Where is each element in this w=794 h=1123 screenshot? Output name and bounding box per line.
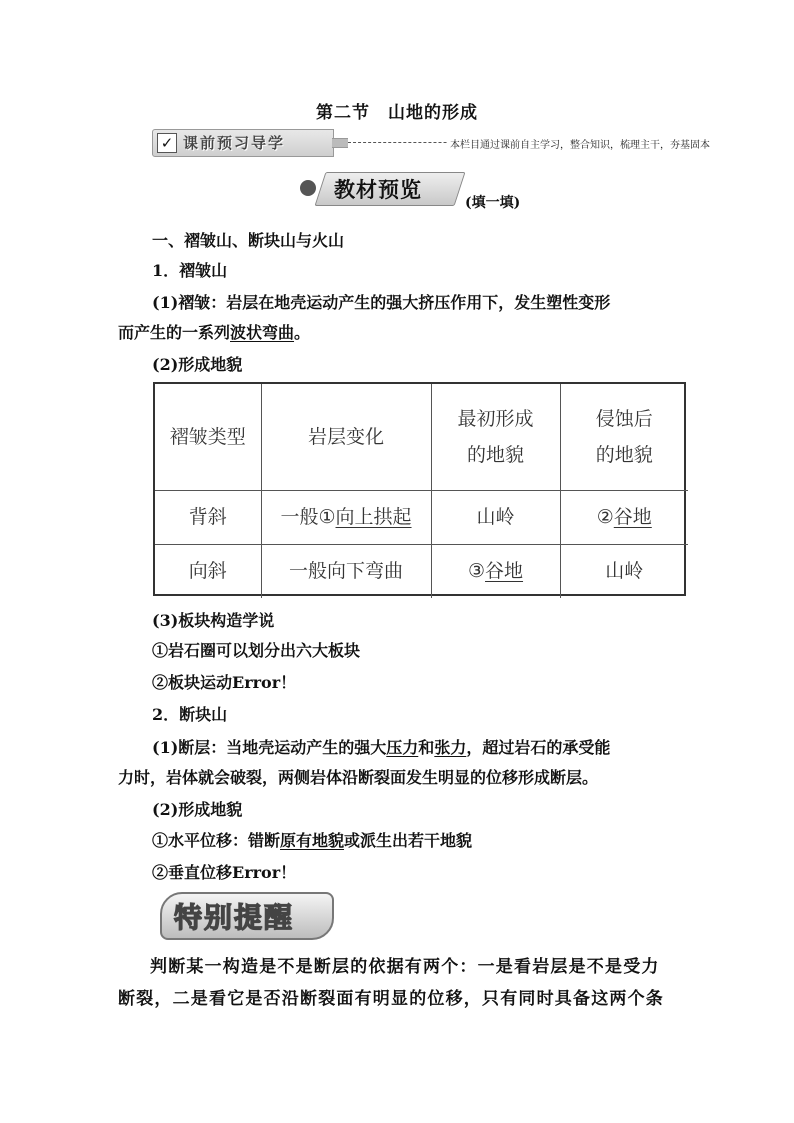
- plate-item-1: ①岩石圈可以划分出六大板块: [152, 641, 361, 660]
- cell-text: ②: [596, 506, 614, 528]
- answer-text: 谷地: [613, 506, 652, 528]
- answer-text: 向上拱起: [335, 506, 412, 528]
- text: ，超过岩石的承受能: [466, 738, 611, 757]
- answer-text: 谷地: [485, 560, 524, 583]
- table-row: [155, 490, 688, 544]
- fold-table: [153, 382, 686, 596]
- table-cell: [261, 490, 431, 544]
- fault-item-1: [152, 828, 472, 851]
- paragraph-fault-line1: [152, 735, 610, 758]
- paragraph-fold-line2: [118, 320, 310, 343]
- answer-text: 压力: [386, 738, 419, 757]
- table-header: 岩层变化: [261, 384, 431, 490]
- reminder-badge: [160, 892, 335, 940]
- fault-item-2: ②垂直位移Error！: [152, 863, 297, 882]
- answer-text: 原有地貌: [280, 831, 345, 850]
- reminder-line1: 判断某一构造是不是断层的依据有两个：一是看岩层是不是受力: [150, 957, 660, 977]
- landform-heading: (2)形成地貌: [152, 355, 243, 374]
- table-cell: [431, 544, 560, 598]
- table-cell: 一般向下弯曲: [261, 544, 431, 598]
- banner-label: 课前预习导学: [183, 134, 286, 152]
- banner-tail: [332, 138, 348, 148]
- table-cell: [560, 490, 688, 544]
- table-row: [155, 544, 688, 598]
- subheading-fault-block: 2．断块山: [152, 705, 228, 724]
- answer-text: 波状弯曲: [230, 323, 295, 342]
- answer-text: 张力: [434, 738, 467, 757]
- subheading-fold-mountain: 1．褶皱山: [152, 261, 228, 280]
- text: 而产生的一系列: [118, 323, 231, 342]
- cell-text: ③: [467, 560, 486, 583]
- banner-note: 本栏目通过课前自主学习，整合知识，梳理主干，夯基固本: [447, 136, 710, 151]
- table-header-row: [155, 384, 688, 490]
- plate-item-2: ②板块运动Error！: [152, 673, 297, 692]
- text: 。: [294, 323, 311, 342]
- table-cell: 背斜: [155, 490, 261, 544]
- check-icon: ✓: [157, 133, 177, 153]
- table-header: 褶皱类型: [155, 384, 261, 490]
- preview-label: 教材预览: [334, 178, 422, 202]
- table-cell: 向斜: [155, 544, 261, 598]
- paragraph-fold-line1: (1)褶皱：岩层在地壳运动产生的强大挤压作用下，发生塑性变形: [152, 293, 611, 312]
- bullet-dot-icon: [300, 180, 316, 196]
- paragraph-fault-line2: 力时，岩体就会破裂，两侧岩体沿断裂面发生明显的位移形成断层。: [118, 768, 599, 787]
- text: 和: [418, 738, 435, 757]
- section-heading: 一、褶皱山、断块山与火山: [152, 231, 345, 250]
- table-cell: 山岭: [560, 544, 688, 598]
- table-cell: 山岭: [431, 490, 560, 544]
- reminder-label: 特别提醒: [174, 901, 295, 934]
- section-banner: [152, 129, 712, 155]
- text: ①水平位移：错断: [152, 831, 281, 850]
- text: (1)断层：当地壳运动产生的强大: [152, 738, 387, 757]
- reminder-line2: 断裂，二是看它是否沿断裂面有明显的位移，只有同时具备这两个条: [118, 989, 664, 1009]
- cell-text: 一般①: [280, 506, 336, 528]
- preview-badge: [300, 170, 465, 206]
- page-title: 第二节 山地的形成: [316, 103, 478, 123]
- preview-subtitle: (填一填): [465, 195, 521, 211]
- banner-box: [152, 129, 334, 157]
- fault-landform-heading: (2)形成地貌: [152, 800, 243, 819]
- table-header: 最初形成 的地貌: [431, 384, 560, 490]
- text: 或派生出若干地貌: [344, 831, 473, 850]
- table-header: 侵蚀后 的地貌: [560, 384, 688, 490]
- plate-tectonics-heading: (3)板块构造学说: [152, 611, 275, 630]
